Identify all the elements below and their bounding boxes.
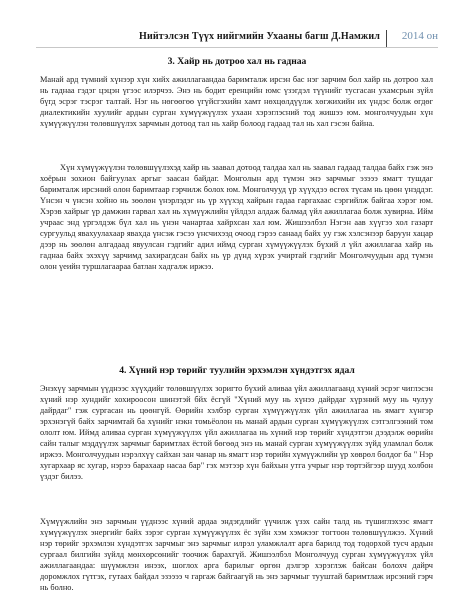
header-rule — [36, 47, 438, 48]
section-heading-3: 3. Хайр нь дотроо хал нь гаднаа — [167, 56, 307, 67]
section-heading-4: 4. Хүний нэр төрийг туулийн эрхэмлэн хүндэтгэх ядал — [119, 365, 355, 376]
header-title: Нийтэлсэн Түүх нийгмийн Ухааны багш Д.Намжил — [139, 31, 380, 42]
page-header — [36, 29, 438, 47]
paragraph-4-1: Энэхүү зарчмын үүднээс хүүхдийг төлөвшүүлэх зоригто бүхий аливаа үйл ажиллагаанд хүний эсрэг чиглэсэн хүний нэр хундийг хохироосон шинэтэй бйх ёсгүй "Хүний муу нь хүнээ дайрдаг хүрзний муу нь чулуу дайрдаг" гэж сургасан нь цөөнгүй. Өөрийн хэлбэр сурган хүмүүжүүлэх үйл ажиллагаа нь ямагт хүнгэр эрхэнэгүй байх зарчимтай ба хүнийг нэкн томьёолон нь манай ардын сурган хүмүүжүүлэх сэтгэлгээний том ололт юм. Иймд аливаа сурган хүмүүжүүлэх үйл ажиллагаа нь хүний нэр төрийг хүндэтгэн дээдэлж өөрийн сайн талыг мэддүүлэх зарчмыг баримтлах ёстой бөгөөд энэ нь манай сурган хүмүүжүүлэх зүйд уламлал болж иржээ. Монголчуудын нэрэлхүү сайхан зан чанар нь ямагт нэр төрийн хүмүүжлийн үр хөврөл болдог ба " Нэр хугархаар яс хугар, нэрээ барахаар насаа бар" гэх мэтээр хүн байхын утга учрыг нэр төртэйгээр шууд холбон үздэг билээ. — [40, 384, 433, 481]
paragraph-4-2: Хүмүүжлийн энэ зарчмын үүднээс хүний ардаа эндэгдлийг үүчилж үзэх сайн талд нь түшиглэхээс ямагт хүмүүжүүлэх энергийг байх зэрэг сурган хүмүүжүүлэх ёс зүйн хэм хэмжээг тогтоон төлөвшүүлжээ. Хүний нэр төрийг эрхэмлэн хүндэтгэх зарчмыг энэ зарчмыг илрэл уламжлалт арга барилд тод тодорхой тусч ардын сургаал билгийн зүйлд мөнхөрсөнийг тоочиж барахгүй. Жишээлбэл Монголчууд сурган хүмүүжүүлэх үйл ажиллагаандаа: шүүмжлэн инээх, шоглох арга барилыг өргөн дэлгэр хэрэглэж байсан болохч дайрч доромжлох гүтгэх, гутаах байдал эзээээ ч гаргаж байгаагүй нь энэ зарчмыг тууштай баримтлаж ирсэний гэрч нь болно. — [40, 517, 433, 592]
paragraph-3-1: Манай ард түмний хүнээр хүн хийх ажиллагаандаа баримталж ирсэн бас нэг зарчим бол хайр нь дотроо хал нь гаднаа гэдэг цэцэн үгээс илэрчээ. Энэ нь бодит еренцийн юмс үзэгдэл түүнийг тусгасан ухамсрын зүйл бүгд эсрэг тэсрэг талтай. Нэг нь нөгөөгөө үгүйсгэхийн хамт нөхцөлдүүлж хөгжихийн их үндэс болж өгдөг диалектикийн хуулийг ардын сурган хүмүүжүүлэх ухаан хэрэглэсний тод жишээ юм. монголчуудын хүн хүмүүжүүлэн төлөвшүүлэх зарчмын дотоод тал нь хайр болоод гадаад тал нь хал гэсэн байна. — [40, 75, 433, 128]
header-divider — [386, 30, 387, 47]
header-year: 2014 он — [401, 30, 438, 42]
paragraph-3-2: Хүн хүмүүжүүлэн төлөвшүүлэхэд хайр нь заавал дотоод талдаа хал нь заавал гадаад талдаа байх гэж энэ хоёрын зохион байгуулах аргыг заасан байдаг. Монголын ард түмэн энэ зарчмыг эзэээ ямагт тушдаг баримталж ирсэний олон баримтаар гэрчилж болох юм. Монголчууд үр хүүхдээ өсгөх түсам нь цөөн үнэддэг. Үнсэн ч үнсэн хойно нь зөөлөн үнэрлэдэг нь үр хүүхэд хайрын гадаа гаргахаас сэргийлж байгаа хэрэг юм. Хэрэв хайрыг үр дамжин гарвал хал нь хүмүүжлийн үйлдэл алдаж балмад үйл ажиллагаа болж хувирна. Ийм учраас энд үргэлдэж бүл хал нь үнэн чанартаа хайрхсан хал юм. Жишээлбэл Нэгэн аав хүүгээ хол газарт сургуульд явахуулахаар явахда үнсэж гэсээ үнсчихээд очоод гэрээ санаад байх уу гэж хэлсэнээр баруун хацар дээр нь зөөлөн алгадаад явуулсан гэдгийг адил иймд сурган хүмүүжүүлэх бүхий л үйл ажиллагаа хайр нь гаднаа байх эхэхүү зарчимд захирагдсан байх нь үр дүнд хүрэх учиртай гэдгийг Монголчуудын ард түмэн олон үеийн туршлагаараа батлан хадгалж иржээ. — [40, 163, 433, 271]
